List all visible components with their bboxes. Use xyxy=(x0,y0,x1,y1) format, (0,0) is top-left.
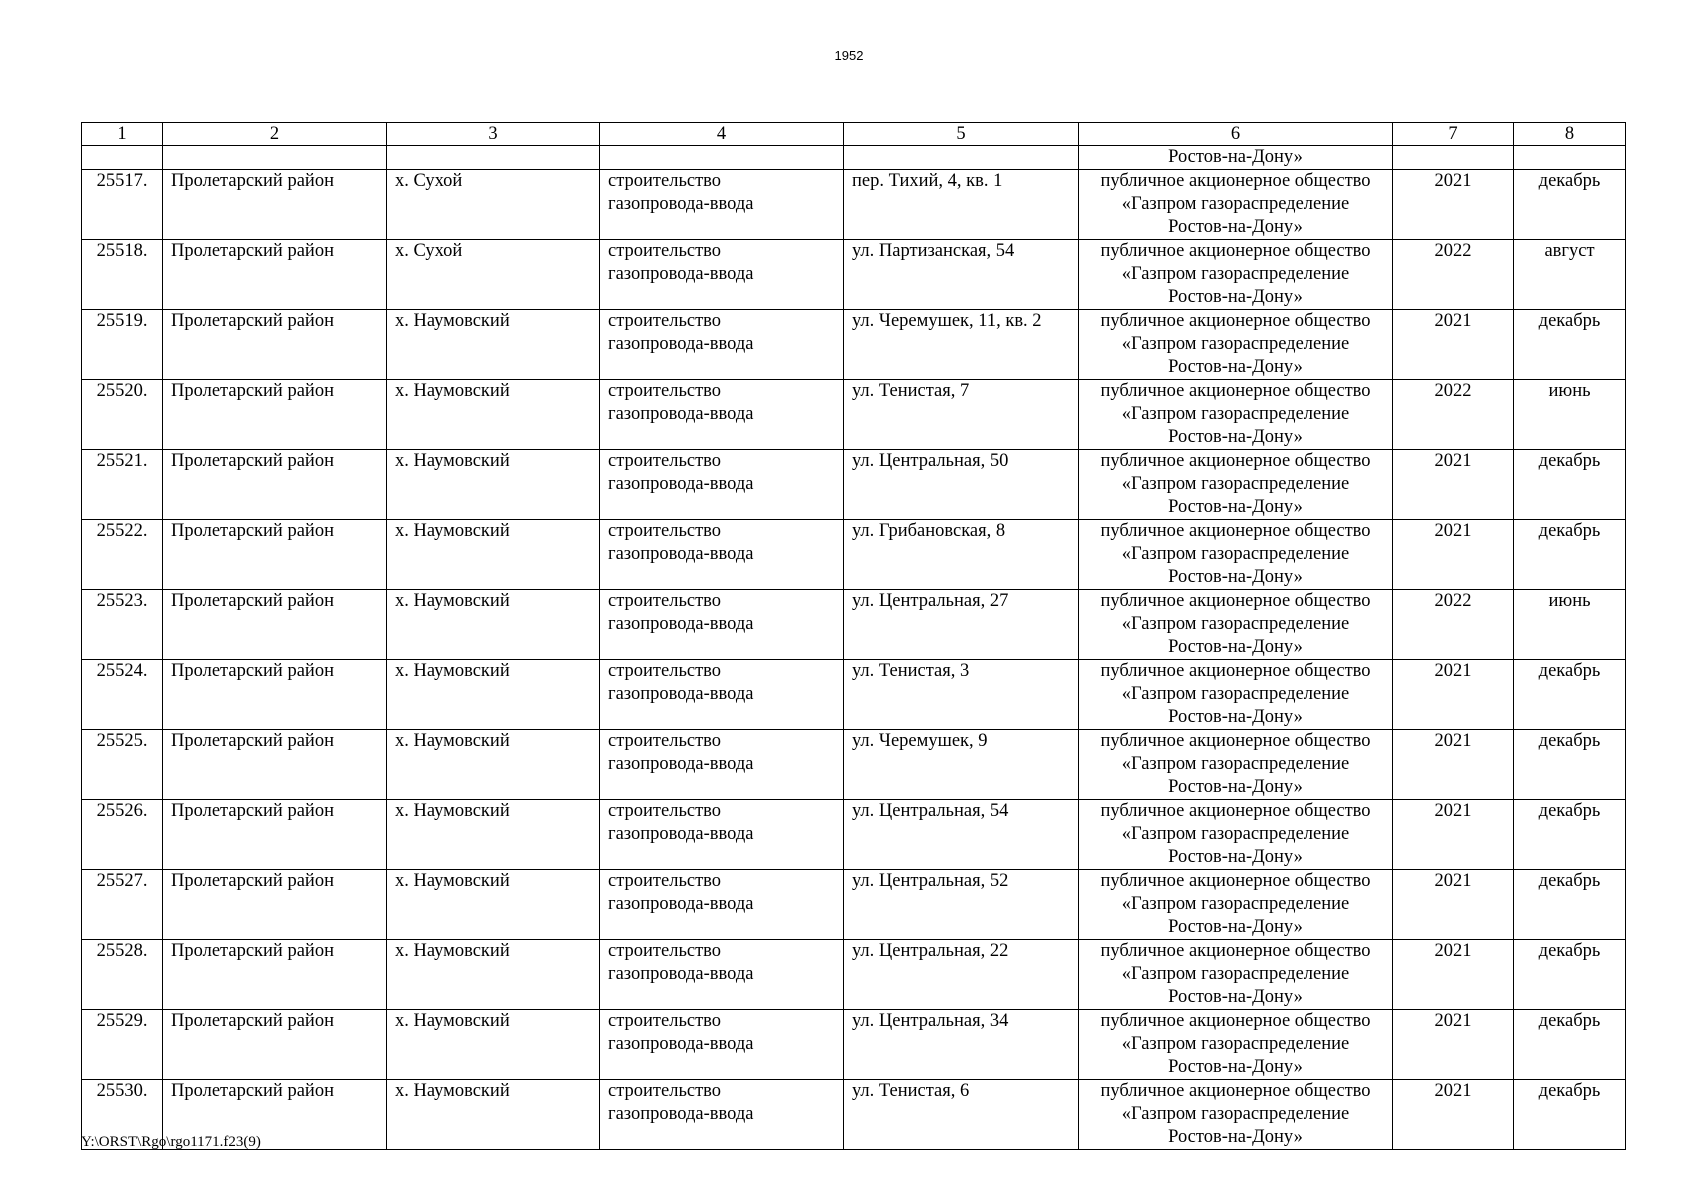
row-number: 25526. xyxy=(82,800,163,870)
settlement-cell: х. Наумовский xyxy=(387,520,600,590)
table-row xyxy=(82,1080,1626,1150)
address-cell: ул. Черемушек, 9 xyxy=(844,730,1079,800)
work-type-cell: строительство газопровода-ввода xyxy=(600,590,844,660)
month-cell: декабрь xyxy=(1514,1080,1626,1150)
work-type-cell: строительство газопровода-ввода xyxy=(600,870,844,940)
table-row xyxy=(82,450,1626,520)
table-row xyxy=(82,380,1626,450)
column-header: 6 xyxy=(1079,123,1393,146)
district-cell: Пролетарский район xyxy=(163,520,387,590)
district-cell: Пролетарский район xyxy=(163,730,387,800)
organization-cell: публичное акционерное общество «Газпром газораспределение Ростов-на-Дону» xyxy=(1079,450,1393,520)
district-cell: Пролетарский район xyxy=(163,380,387,450)
column-header: 4 xyxy=(600,123,844,146)
address-cell: ул. Центральная, 34 xyxy=(844,1010,1079,1080)
address-cell: ул. Центральная, 52 xyxy=(844,870,1079,940)
district-cell: Пролетарский район xyxy=(163,800,387,870)
month-cell: декабрь xyxy=(1514,870,1626,940)
district-cell: Пролетарский район xyxy=(163,1010,387,1080)
row-number: 25528. xyxy=(82,940,163,1010)
table-row xyxy=(82,660,1626,730)
year-cell: 2021 xyxy=(1393,730,1514,800)
organization-cell: публичное акционерное общество «Газпром газораспределение Ростов-на-Дону» xyxy=(1079,240,1393,310)
column-header: 3 xyxy=(387,123,600,146)
work-type-cell: строительство газопровода-ввода xyxy=(600,800,844,870)
column-header: 2 xyxy=(163,123,387,146)
work-type-cell: строительство газопровода-ввода xyxy=(600,1080,844,1150)
row-number: 25519. xyxy=(82,310,163,380)
continuation-cell: Ростов-на-Дону» xyxy=(1079,146,1393,170)
work-type-cell: строительство газопровода-ввода xyxy=(600,520,844,590)
month-cell: декабрь xyxy=(1514,940,1626,1010)
year-cell: 2022 xyxy=(1393,590,1514,660)
page-number: 1952 xyxy=(834,48,864,63)
organization-cell: публичное акционерное общество «Газпром газораспределение Ростов-на-Дону» xyxy=(1079,940,1393,1010)
table-cell xyxy=(387,146,600,170)
registry-table xyxy=(81,122,1626,1150)
row-number: 25521. xyxy=(82,450,163,520)
row-number: 25525. xyxy=(82,730,163,800)
table-cell xyxy=(600,146,844,170)
work-type-cell: строительство газопровода-ввода xyxy=(600,450,844,520)
organization-cell: публичное акционерное общество «Газпром газораспределение Ростов-на-Дону» xyxy=(1079,730,1393,800)
table-row xyxy=(82,730,1626,800)
row-number: 25523. xyxy=(82,590,163,660)
settlement-cell: х. Сухой xyxy=(387,170,600,240)
table-row xyxy=(82,590,1626,660)
row-number: 25524. xyxy=(82,660,163,730)
table-cell xyxy=(844,146,1079,170)
year-cell: 2021 xyxy=(1393,450,1514,520)
organization-cell: публичное акционерное общество «Газпром газораспределение Ростов-на-Дону» xyxy=(1079,1080,1393,1150)
address-cell: ул. Центральная, 50 xyxy=(844,450,1079,520)
organization-cell: публичное акционерное общество «Газпром газораспределение Ростов-на-Дону» xyxy=(1079,380,1393,450)
settlement-cell: х. Наумовский xyxy=(387,590,600,660)
table-cell xyxy=(163,146,387,170)
district-cell: Пролетарский район xyxy=(163,1080,387,1150)
address-cell: ул. Грибановская, 8 xyxy=(844,520,1079,590)
row-number: 25530. xyxy=(82,1080,163,1150)
work-type-cell: строительство газопровода-ввода xyxy=(600,310,844,380)
month-cell: август xyxy=(1514,240,1626,310)
settlement-cell: х. Наумовский xyxy=(387,450,600,520)
work-type-cell: строительство газопровода-ввода xyxy=(600,240,844,310)
table-row xyxy=(82,170,1626,240)
organization-cell: публичное акционерное общество «Газпром газораспределение Ростов-на-Дону» xyxy=(1079,660,1393,730)
row-number: 25520. xyxy=(82,380,163,450)
table-row xyxy=(82,800,1626,870)
header-row xyxy=(82,123,1626,146)
row-number: 25529. xyxy=(82,1010,163,1080)
month-cell: декабрь xyxy=(1514,310,1626,380)
address-cell: ул. Центральная, 54 xyxy=(844,800,1079,870)
settlement-cell: х. Наумовский xyxy=(387,660,600,730)
table-cell xyxy=(1393,146,1514,170)
row-number: 25522. xyxy=(82,520,163,590)
table-row xyxy=(82,1010,1626,1080)
work-type-cell: строительство газопровода-ввода xyxy=(600,660,844,730)
column-header: 1 xyxy=(82,123,163,146)
table-row xyxy=(82,240,1626,310)
district-cell: Пролетарский район xyxy=(163,660,387,730)
year-cell: 2021 xyxy=(1393,170,1514,240)
continuation-row xyxy=(82,146,1626,170)
work-type-cell: строительство газопровода-ввода xyxy=(600,730,844,800)
table-row xyxy=(82,520,1626,590)
address-cell: ул. Тенистая, 6 xyxy=(844,1080,1079,1150)
address-cell: ул. Тенистая, 7 xyxy=(844,380,1079,450)
month-cell: июнь xyxy=(1514,380,1626,450)
settlement-cell: х. Наумовский xyxy=(387,380,600,450)
settlement-cell: х. Наумовский xyxy=(387,1010,600,1080)
organization-cell: публичное акционерное общество «Газпром газораспределение Ростов-на-Дону» xyxy=(1079,310,1393,380)
settlement-cell: х. Сухой xyxy=(387,240,600,310)
work-type-cell: строительство газопровода-ввода xyxy=(600,940,844,1010)
year-cell: 2021 xyxy=(1393,940,1514,1010)
district-cell: Пролетарский район xyxy=(163,170,387,240)
year-cell: 2021 xyxy=(1393,1080,1514,1150)
district-cell: Пролетарский район xyxy=(163,450,387,520)
district-cell: Пролетарский район xyxy=(163,310,387,380)
address-cell: ул. Тенистая, 3 xyxy=(844,660,1079,730)
district-cell: Пролетарский район xyxy=(163,870,387,940)
row-number: 25518. xyxy=(82,240,163,310)
row-number: 25527. xyxy=(82,870,163,940)
year-cell: 2021 xyxy=(1393,1010,1514,1080)
year-cell: 2021 xyxy=(1393,660,1514,730)
year-cell: 2021 xyxy=(1393,520,1514,590)
month-cell: декабрь xyxy=(1514,660,1626,730)
month-cell: декабрь xyxy=(1514,520,1626,590)
address-cell: ул. Центральная, 27 xyxy=(844,590,1079,660)
year-cell: 2022 xyxy=(1393,240,1514,310)
settlement-cell: х. Наумовский xyxy=(387,310,600,380)
work-type-cell: строительство газопровода-ввода xyxy=(600,380,844,450)
table-cell xyxy=(1514,146,1626,170)
settlement-cell: х. Наумовский xyxy=(387,940,600,1010)
month-cell: декабрь xyxy=(1514,1010,1626,1080)
month-cell: декабрь xyxy=(1514,170,1626,240)
organization-cell: публичное акционерное общество «Газпром газораспределение Ростов-на-Дону» xyxy=(1079,520,1393,590)
work-type-cell: строительство газопровода-ввода xyxy=(600,1010,844,1080)
column-header: 5 xyxy=(844,123,1079,146)
column-header: 8 xyxy=(1514,123,1626,146)
file-path-footer: Y:\ORST\Rgo\rgo1171.f23(9) xyxy=(81,1134,261,1150)
address-cell: ул. Центральная, 22 xyxy=(844,940,1079,1010)
settlement-cell: х. Наумовский xyxy=(387,800,600,870)
month-cell: июнь xyxy=(1514,590,1626,660)
address-cell: пер. Тихий, 4, кв. 1 xyxy=(844,170,1079,240)
month-cell: декабрь xyxy=(1514,800,1626,870)
year-cell: 2021 xyxy=(1393,800,1514,870)
organization-cell: публичное акционерное общество «Газпром газораспределение Ростов-на-Дону» xyxy=(1079,590,1393,660)
settlement-cell: х. Наумовский xyxy=(387,1080,600,1150)
address-cell: ул. Черемушек, 11, кв. 2 xyxy=(844,310,1079,380)
district-cell: Пролетарский район xyxy=(163,590,387,660)
month-cell: декабрь xyxy=(1514,730,1626,800)
organization-cell: публичное акционерное общество «Газпром газораспределение Ростов-на-Дону» xyxy=(1079,870,1393,940)
settlement-cell: х. Наумовский xyxy=(387,730,600,800)
address-cell: ул. Партизанская, 54 xyxy=(844,240,1079,310)
organization-cell: публичное акционерное общество «Газпром газораспределение Ростов-на-Дону» xyxy=(1079,170,1393,240)
table-row xyxy=(82,870,1626,940)
year-cell: 2021 xyxy=(1393,310,1514,380)
table-row xyxy=(82,310,1626,380)
settlement-cell: х. Наумовский xyxy=(387,870,600,940)
column-header: 7 xyxy=(1393,123,1514,146)
district-cell: Пролетарский район xyxy=(163,940,387,1010)
month-cell: декабрь xyxy=(1514,450,1626,520)
row-number: 25517. xyxy=(82,170,163,240)
organization-cell: публичное акционерное общество «Газпром газораспределение Ростов-на-Дону» xyxy=(1079,1010,1393,1080)
year-cell: 2022 xyxy=(1393,380,1514,450)
work-type-cell: строительство газопровода-ввода xyxy=(600,170,844,240)
district-cell: Пролетарский район xyxy=(163,240,387,310)
year-cell: 2021 xyxy=(1393,870,1514,940)
table-row xyxy=(82,940,1626,1010)
organization-cell: публичное акционерное общество «Газпром газораспределение Ростов-на-Дону» xyxy=(1079,800,1393,870)
table-cell xyxy=(82,146,163,170)
